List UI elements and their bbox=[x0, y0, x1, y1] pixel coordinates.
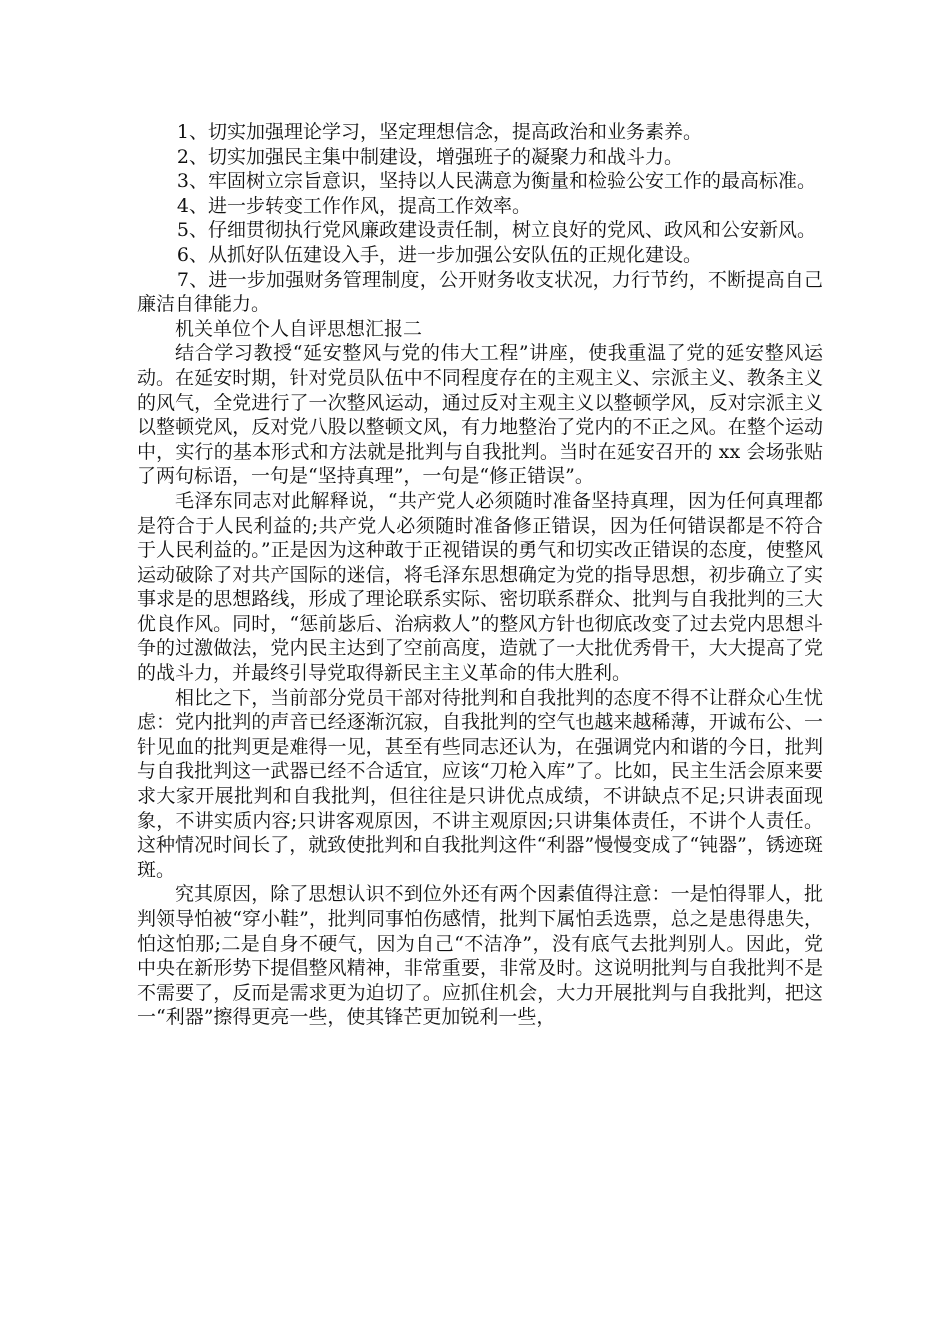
paragraph: 结合学习教授“延安整风与党的伟大工程”讲座，使我重温了党的延安整风运动。在延安时期，针对党员队伍中不同程度存在的主观主义、宗派主义、教条主义的风气，全党进行了一次整风运动，通过反对主观主义以整顿学风，反对宗派主义以整顿党风，反对党八股以整顿文风，有力地整治了党内的不正之风。在整个运动中，实行的基本形式和方法就是批判与自我批判。当时在延安召开的 xx 会场张贴了两句标语，一句是“坚持真理”，一句是“修正错误”。 bbox=[137, 342, 823, 488]
list-item: 4、进一步转变工作作风，提高工作效率。 bbox=[176, 194, 531, 217]
list-item: 2、切实加强民主集中制建设，增强班子的凝聚力和战斗力。 bbox=[176, 145, 683, 168]
document-body bbox=[137, 120, 823, 1030]
list-item: 3、牢固树立宗旨意识，坚持以人民满意为衡量和检验公安工作的最高标准。 bbox=[176, 170, 816, 193]
section-title: 机关单位个人自评思想汇报二 bbox=[175, 317, 423, 340]
paragraph: 究其原因，除了思想认识不到位外还有两个因素值得注意：一是怕得罪人，批判领导怕被“穿小鞋”，批判同事怕伤感情，批判下属怕丢选票，总之是患得患失，怕这怕那;二是自身不硬气，因为自己“不洁净”，没有底气去批判别人。因此，党中央在新形势下提倡整风精神，非常重要，非常及时。这说明批判与自我批判不是不需要了，反而是需求更为迫切了。应抓住机会，大力开展批判与自我批判，把这一“利器”擦得更亮一些，使其锋芒更加锐利一些， bbox=[137, 883, 823, 1029]
list-item: 7、进一步加强财务管理制度，公开财务收支状况，力行节约，不断提高自己廉洁自律能力。 bbox=[137, 268, 823, 316]
paragraph: 相比之下，当前部分党员干部对待批判和自我批判的态度不得不让群众心生忧虑：党内批判的声音已经逐渐沉寂，自我批判的空气也越来越稀薄，开诚布公、一针见血的批判更是难得一见，甚至有些同志还认为，在强调党内和谐的今日，批判与自我批判这一武器已经不合适宜，应该“刀枪入库”了。比如，民主生活会原来要求大家开展批判和自我批判，但往往是只讲优点成绩，不讲缺点不足;只讲表面现象，不讲实质内容;只讲客观原因，不讲主观原因;只讲集体责任，不讲个人责任。这种情况时间长了，就致使批判和自我批判这件“利器”慢慢变成了“钝器”，锈迹斑斑。 bbox=[137, 686, 823, 881]
list-item: 6、从抓好队伍建设入手，进一步加强公安队伍的正规化建设。 bbox=[176, 243, 702, 266]
list-item: 1、切实加强理论学习，坚定理想信念，提高政治和业务素养。 bbox=[176, 121, 702, 143]
list-item: 5、仔细贯彻执行党风廉政建设责任制，树立良好的党风、政风和公安新风。 bbox=[176, 219, 816, 242]
paragraph: 毛泽东同志对此解释说，“共产党人必须随时准备坚持真理，因为任何真理都是符合于人民利益的;共产党人必须随时准备修正错误，因为任何错误都是不符合于人民利益的。”正是因为这种敢于正视错误的勇气和切实改正错误的态度，使整风运动破除了对共产国际的迷信，将毛泽东思想确定为党的指导思想，初步确立了实事求是的思想路线，形成了理论联系实际、密切联系群众、批判与自我批判的三大优良作风。同时，“惩前毖后、治病救人”的整风方针也彻底改变了过去党内思想斗争的过激做法，党内民主达到了空前高度，造就了一大批优秀骨干，大大提高了党的战斗力，并最终引导党取得新民主主义革命的伟大胜利。 bbox=[137, 489, 823, 685]
